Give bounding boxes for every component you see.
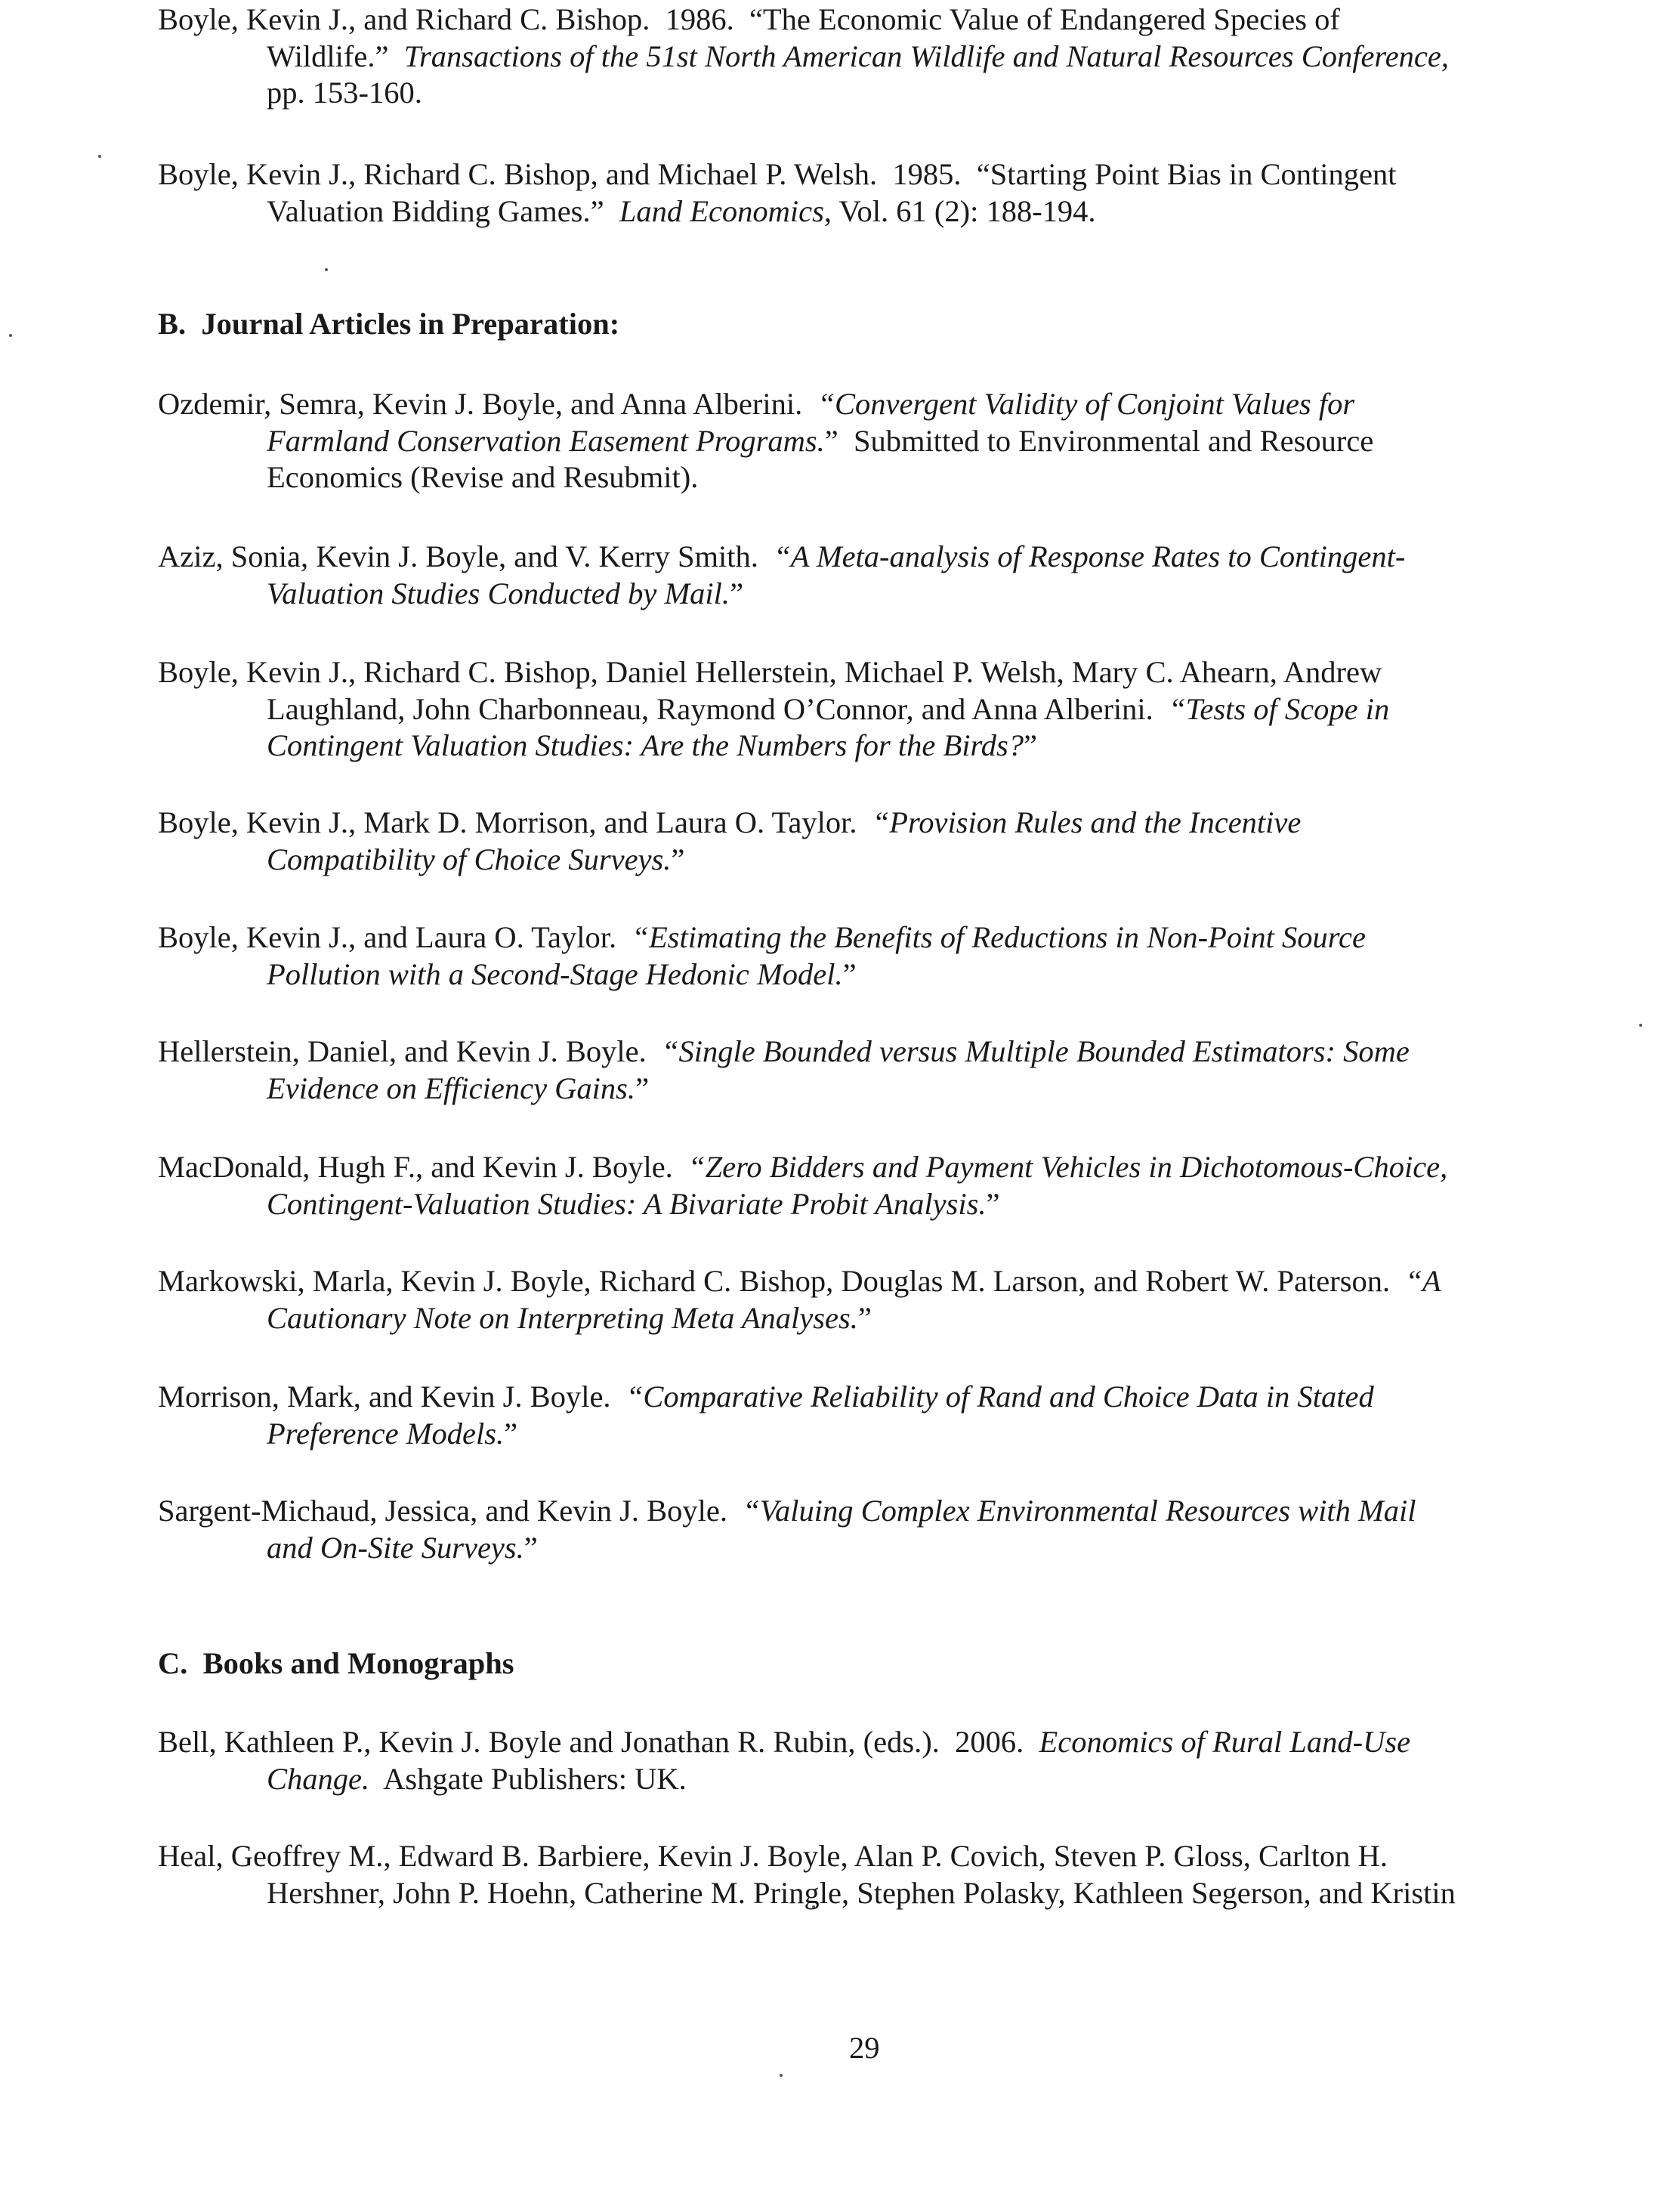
reference-entry — [158, 919, 1593, 993]
citation-text: Boyle, Kevin J., Mark D. Morrison, and Laura O. Taylor. — [158, 805, 872, 839]
reference-entry — [158, 805, 1593, 878]
scan-speck — [325, 268, 328, 271]
reference-entry — [158, 1034, 1593, 1107]
reference-line — [158, 386, 1593, 423]
citation-text: Valuation Bidding Games.” — [267, 193, 619, 228]
reference-entry — [158, 1149, 1593, 1222]
section-heading: B. Journal Articles in Preparation: — [158, 307, 620, 341]
italic-title-text: Economics of Rural Land-Use — [1039, 1725, 1411, 1759]
citation-text: Hellerstein, Daniel, and Kevin J. Boyle. — [158, 1034, 662, 1068]
italic-title-text: “Single Bounded versus Multiple Bounded Estimators: Some — [661, 1034, 1410, 1068]
citation-text: Economics (Revise and Resubmit). — [267, 460, 699, 494]
reference-entry — [158, 1724, 1593, 1797]
reference-line — [158, 691, 1593, 728]
citation-text: ” — [671, 842, 685, 876]
citation-text: Bell, Kathleen P., Kevin J. Boyle and Jonathan R. Rubin, (eds.). 2006. — [158, 1725, 1039, 1759]
reference-entry — [158, 1838, 1593, 1911]
reference-line — [158, 1186, 1593, 1223]
reference-entry — [158, 654, 1593, 765]
italic-title-text: Pollution with a Second-Stage Hedonic Model. — [267, 956, 843, 991]
italic-title-text: Change. — [267, 1761, 370, 1796]
reference-entry — [158, 1379, 1593, 1452]
citation-text: ” — [730, 576, 744, 610]
reference-line — [158, 156, 1593, 193]
reference-line — [158, 539, 1593, 576]
citation-text: Ozdemir, Semra, Kevin J. Boyle, and Anna Alberini. — [158, 387, 818, 421]
reference-line — [158, 1149, 1593, 1186]
italic-title-text: Contingent-Valuation Studies: A Bivariate Probit Analysis. — [267, 1186, 987, 1221]
reference-entry — [158, 539, 1593, 612]
italic-title-text: “Estimating the Benefits of Reductions in Non-Point Source — [632, 920, 1366, 954]
reference-line — [158, 75, 1593, 112]
citation-text: Boyle, Kevin J., and Richard C. Bishop. 1986. “The Economic Value of Endangered Species of — [158, 2, 1340, 36]
citation-text: Aziz, Sonia, Kevin J. Boyle, and V. Kerry Smith. — [158, 539, 774, 573]
citation-text: Boyle, Kevin J., Richard C. Bishop, Daniel Hellerstein, Michael P. Welsh, Mary C. Ahearn, Andrew — [158, 655, 1382, 689]
italic-title-text: “A Meta-analysis of Response Rates to Contingent- — [774, 539, 1406, 573]
italic-title-text: Compatibility of Choice Surveys. — [267, 842, 672, 876]
citation-text: , Vol. 61 (2): 188-194. — [823, 193, 1096, 228]
reference-line — [158, 1838, 1593, 1875]
reference-entry — [158, 1493, 1593, 1566]
citation-text: ” — [842, 956, 857, 991]
citation-text: ” — [635, 1071, 650, 1105]
reference-line — [158, 1300, 1593, 1337]
italic-title-text: “Zero Bidders and Payment Vehicles in Dichotomous-Choice, — [688, 1150, 1448, 1184]
reference-line — [158, 1416, 1593, 1453]
citation-text: ” Submitted to Environmental and Resource — [824, 423, 1374, 458]
reference-line — [158, 576, 1593, 613]
reference-entry — [158, 386, 1593, 496]
reference-line — [158, 728, 1593, 765]
reference-line — [158, 1875, 1593, 1912]
citation-text: ” — [504, 1416, 518, 1451]
reference-line — [158, 1263, 1593, 1300]
italic-title-text: “A — [1405, 1264, 1441, 1298]
citation-text: Hershner, John P. Hoehn, Catherine M. Pringle, Stephen Polasky, Kathleen Segerson, and Kristin — [267, 1875, 1456, 1910]
citation-text: pp. 153-160. — [267, 76, 422, 110]
scan-speck — [9, 334, 12, 337]
italic-title-text: and On-Site Surveys. — [267, 1530, 524, 1565]
italic-title-text: Cautionary Note on Interpreting Meta Analyses. — [267, 1300, 858, 1335]
reference-line — [158, 39, 1593, 76]
reference-line — [158, 956, 1593, 993]
italic-title-text: “Convergent Validity of Conjoint Values for — [817, 387, 1355, 421]
italic-title-text: Evidence on Efficiency Gains. — [267, 1071, 636, 1105]
reference-line — [158, 1034, 1593, 1071]
italic-title-text: Valuation Studies Conducted by Mail. — [267, 576, 730, 610]
citation-text: ” — [1023, 728, 1037, 762]
reference-line — [158, 1379, 1593, 1416]
italic-title-text: “Tests of Scope in — [1169, 691, 1390, 726]
citation-text: Wildlife.” — [267, 39, 404, 73]
italic-title-text: Contingent Valuation Studies: Are the Numbers for the Birds? — [267, 728, 1024, 762]
italic-title-text: Transactions of the 51st North American Wildlife and Natural Resources Conference, — [403, 39, 1449, 73]
reference-entry — [158, 2, 1593, 112]
page-number: 29 — [849, 2031, 880, 2065]
reference-line — [158, 1493, 1593, 1530]
reference-line — [158, 193, 1593, 230]
citation-text: Morrison, Mark, and Kevin J. Boyle. — [158, 1380, 626, 1414]
citation-text: Boyle, Kevin J., Richard C. Bishop, and Michael P. Welsh. 1985. “Starting Point Bias in Contingent — [158, 157, 1397, 191]
citation-text: Boyle, Kevin J., and Laura O. Taylor. — [158, 920, 632, 954]
italic-title-text: “Provision Rules and the Incentive — [872, 805, 1302, 839]
reference-entry — [158, 1263, 1593, 1336]
italic-title-text: Preference Models. — [267, 1416, 505, 1451]
italic-title-text: Land Economics — [619, 193, 824, 228]
scan-speck — [98, 155, 101, 158]
reference-line — [158, 1761, 1593, 1798]
reference-line — [158, 805, 1593, 842]
scan-speck — [780, 2074, 783, 2077]
reference-line — [158, 1530, 1593, 1567]
reference-line — [158, 1724, 1593, 1761]
citation-text: ” — [857, 1300, 872, 1335]
citation-text: Laughland, John Charbonneau, Raymond O’Connor, and Anna Alberini. — [267, 691, 1169, 726]
citation-text: MacDonald, Hugh F., and Kevin J. Boyle. — [158, 1150, 689, 1184]
section-heading: C. Books and Monographs — [158, 1646, 514, 1680]
citation-text: Sargent-Michaud, Jessica, and Kevin J. Boyle. — [158, 1494, 743, 1528]
scan-speck — [1639, 1024, 1642, 1027]
citation-text: Markowski, Marla, Kevin J. Boyle, Richard C. Bishop, Douglas M. Larson, and Robert W. Paterson. — [158, 1264, 1406, 1298]
reference-line — [158, 1071, 1593, 1108]
reference-line — [158, 842, 1593, 879]
italic-title-text: “Comparative Reliability of Rand and Choice Data in Stated — [625, 1380, 1374, 1414]
reference-line — [158, 2, 1593, 39]
reference-line — [158, 654, 1593, 691]
citation-text: Ashgate Publishers: UK. — [369, 1761, 687, 1796]
reference-line — [158, 423, 1593, 460]
citation-text: ” — [986, 1186, 1000, 1221]
citation-text: Heal, Geoffrey M., Edward B. Barbiere, Kevin J. Boyle, Alan P. Covich, Steven P. Gloss, Carlton H. — [158, 1839, 1388, 1873]
italic-title-text: “Valuing Complex Environmental Resources with Mail — [743, 1494, 1416, 1528]
reference-entry — [158, 156, 1593, 230]
italic-title-text: Farmland Conservation Easement Programs. — [267, 423, 825, 458]
reference-line — [158, 459, 1593, 496]
reference-line — [158, 919, 1593, 956]
citation-text: ” — [523, 1530, 538, 1565]
